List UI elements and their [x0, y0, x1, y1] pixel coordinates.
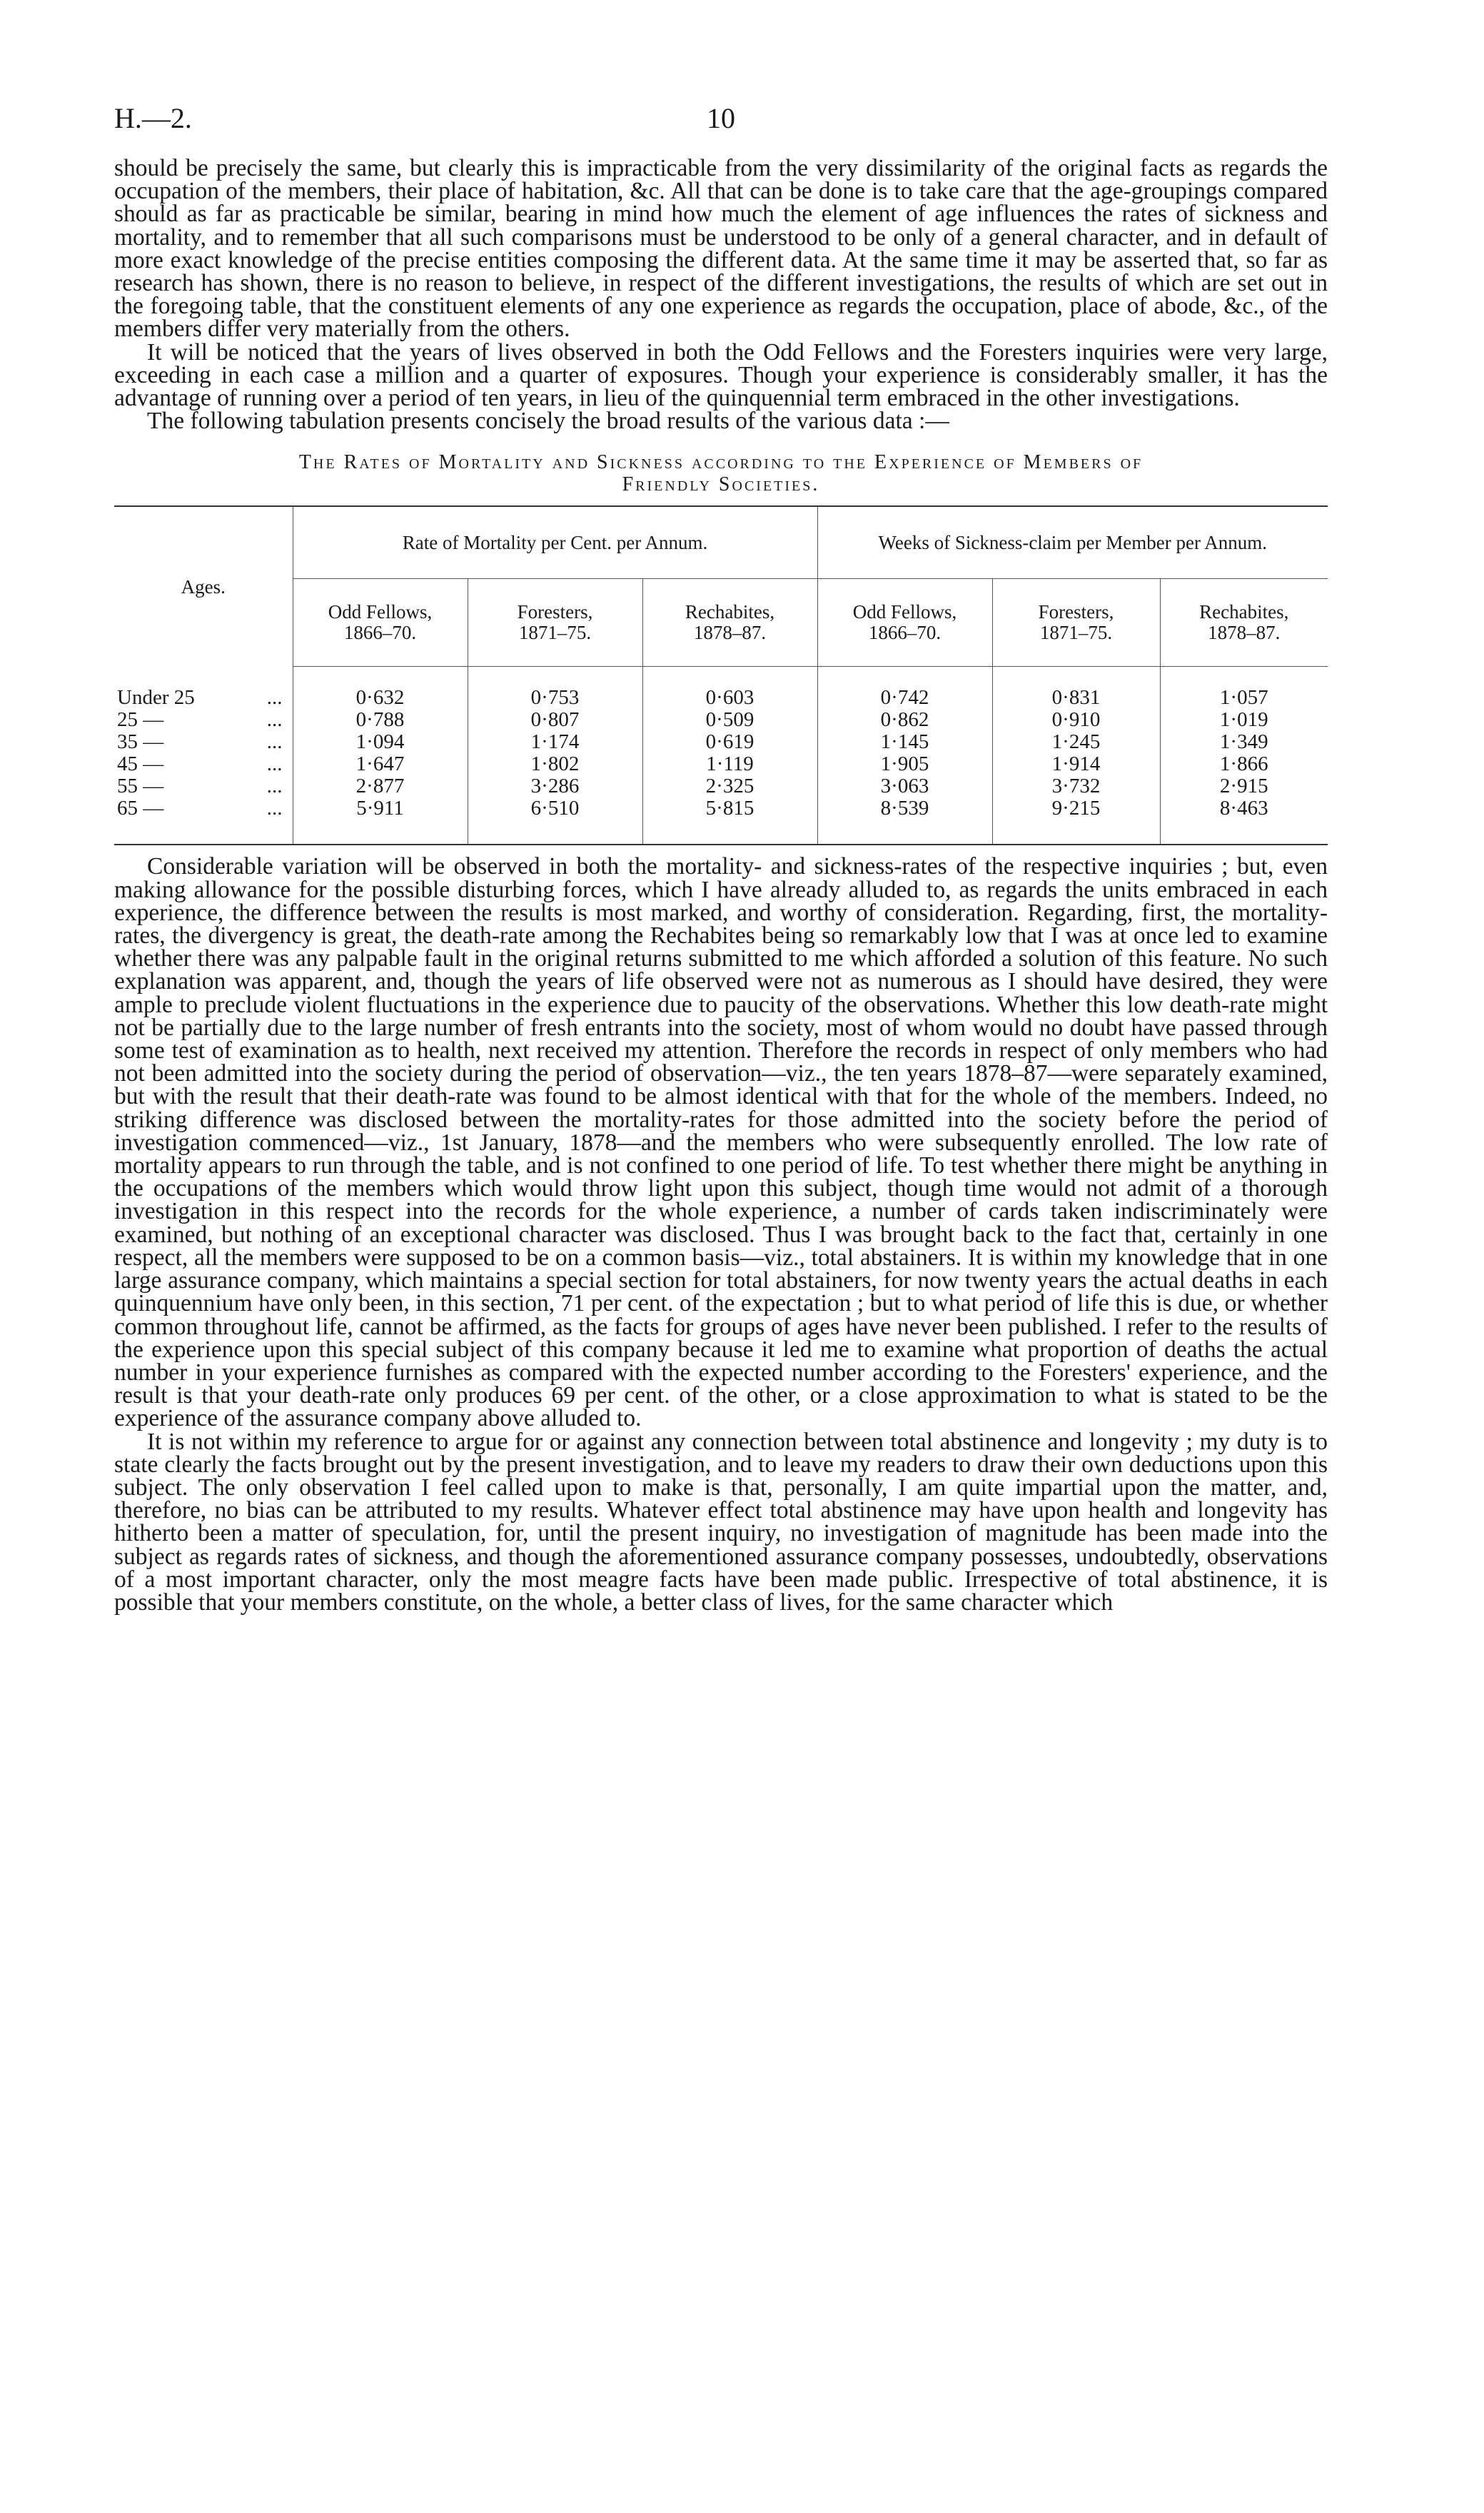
column-period: 1871–75.: [1039, 622, 1113, 644]
table-cell: 3·063: [817, 775, 992, 797]
age-label: 35 —: [117, 730, 164, 754]
table-cell: 1·019: [1160, 709, 1328, 731]
table-cell: 1·057: [1160, 667, 1328, 710]
paragraph: It is not within my reference to argue for or against any connection between total abstinence and longevity ; my duty is to state clearly the facts brought out by the present investigation, and to leave my readers to draw their own deductions upon this subject. The only observation I feel called upon to make is that, personally, I am quite impartial upon the matter, and, therefore, no bias can be attributed to my results. Whatever effect total abstinence may have upon health and longevity has hitherto been a matter of speculation, for, until the present inquiry, no investigation of magnitude has been made into the subject as regards rates of sickness, and though the aforementioned assurance company possesses, undoubtedly, observations of a most important character, only the most meagre facts have been made public. Irrespective of total abstinence, it is possible that your members constitute, on the whole, a better class of lives, for the same character which: [114, 1428, 1328, 1616]
table-cell: 8·539: [817, 797, 992, 845]
ages-column-header: Ages.: [114, 506, 293, 667]
table-cell: 1·349: [1160, 731, 1328, 753]
table-cell: 1·094: [293, 731, 468, 753]
column-period: 1878–87.: [1208, 622, 1281, 644]
table-title-line: The Rates of Mortality and Sickness according to the Experience of Members of: [298, 451, 1144, 474]
table-cell: 1·914: [992, 753, 1160, 775]
table-cell: 1·119: [642, 753, 817, 775]
page-number: 10: [707, 102, 735, 134]
body-text-bottom: [114, 855, 1328, 1614]
mortality-group-header: Rate of Mortality per Cent. per Annum.: [293, 506, 817, 579]
paragraph: The following tabulation presents concisely the broad results of the various data :—: [147, 408, 949, 435]
column-name: Odd Fellows,: [328, 601, 433, 623]
age-label: 25 —: [117, 708, 164, 732]
table-cell: 6·510: [468, 797, 642, 845]
column-period: 1866–70.: [868, 622, 942, 644]
table-cell: 0·619: [642, 731, 817, 753]
table-row: [114, 667, 1328, 710]
table-cell: 2·877: [293, 775, 468, 797]
paragraph: Considerable variation will be observed in both the mortality- and sickness-rates of the respective inquiries ; but, even making allowance for the possible disturbing forces, which I have already alluded to, as regards the units embraced in each experience, the difference between the results is most marked, and worthy of consideration. Regarding, first, the mortality-rates, the divergency is great, the death-rate among the Rechabites being so remarkably low that I was at once led to examine whether there was any palpable fault in the original returns submitted to me which afforded a solution of this feature. No such explanation was apparent, and, though the years of life observed were not as numerous as I should have desired, they were ample to preclude violent fluctuations in the experience due to paucity of the observations. Whether this low death-rate might not be partially due to the large number of fresh entrants into the society, most of whom would no doubt have passed through some test of examination as to health, next received my attention. Therefore the records in respect of only members who had not been admitted into the society during the period of observation—viz., the ten years 1878–87—were separately examined, but with the result that their death-rate was found to be almost identical with that for the whole of the members. Indeed, no striking difference was disclosed between the mortality-rates for those admitted into the society before the period of investigation commenced—viz., 1st January, 1878—and the members who were subsequently enrolled. The low rate of mortality appears to run through the table, and is not confined to one period of life. To test whether there might be anything in the occupations of the members which would throw light upon this subject, though time would not admit of a thorough investigation in this respect into the records for the whole experience, a number of cards taken indiscriminately were examined, but nothing of an exceptional character was disclosed. Thus I was brought back to the fact that, certainly in one respect, all the members were supposed to be on a common basis—viz., total abstainers. It is within my knowledge that in one large assurance company, which maintains a special section for total abstainers, for now twenty years the actual deaths in each quinquennium have only been, in this section, 71 per cent. of the expectation ; but to what period of life this is due, or whether common throughout life, cannot be affirmed, as the facts for groups of ages have never been published. I refer to the results of the experience upon this special subject of this company because it led me to examine what proportion of deaths the actual number in your experience furnishes as compared with the expected number according to the Foresters' experience, and the result is that your death-rate only produces 69 per cent. of the other, or a close approximation to what is stated to be the experience of the assurance company above alluded to.: [114, 853, 1328, 1432]
page-header: [114, 93, 1328, 143]
column-period: 1866–70.: [343, 622, 417, 644]
table-title-line: Friendly Societies.: [622, 473, 820, 496]
rates-table: [114, 505, 1328, 845]
table-cell: 1·905: [817, 753, 992, 775]
column-name: Odd Fellows,: [852, 601, 957, 623]
table-cell: 3·286: [468, 775, 642, 797]
leader-dots: ...: [266, 730, 283, 754]
column-header: [293, 579, 468, 667]
age-cell: [114, 753, 293, 775]
document-reference: H.—2.: [114, 102, 192, 134]
table-cell: 0·910: [992, 709, 1160, 731]
body-text-top: [114, 157, 1328, 433]
table-cell: 5·911: [293, 797, 468, 845]
leader-dots: ...: [266, 686, 283, 710]
table-cell: 0·742: [817, 667, 992, 710]
table-cell: 3·732: [992, 775, 1160, 797]
age-cell: [114, 731, 293, 753]
column-period: 1871–75.: [518, 622, 592, 644]
column-period: 1878–87.: [693, 622, 767, 644]
age-label: 55 —: [117, 775, 164, 798]
table-cell: 1·866: [1160, 753, 1328, 775]
table-cell: 0·753: [468, 667, 642, 710]
age-label: Under 25: [117, 686, 195, 710]
table-cell: 1·647: [293, 753, 468, 775]
table-row: [114, 797, 1328, 845]
table-cell: 2·325: [642, 775, 817, 797]
column-name: Foresters,: [517, 601, 593, 623]
table-cell: 5·815: [642, 797, 817, 845]
column-name: Rechabites,: [685, 601, 775, 623]
leader-dots: ...: [266, 752, 283, 776]
column-header: [1160, 579, 1328, 667]
leader-dots: ...: [266, 797, 283, 820]
age-label: 45 —: [117, 752, 164, 776]
table-cell: 1·245: [992, 731, 1160, 753]
table-cell: 0·831: [992, 667, 1160, 710]
table-row: [114, 731, 1328, 753]
table-row: [114, 753, 1328, 775]
table-cell: 1·802: [468, 753, 642, 775]
leader-dots: ...: [266, 708, 283, 732]
table-cell: 0·862: [817, 709, 992, 731]
table-cell: 0·509: [642, 709, 817, 731]
column-header: [468, 579, 642, 667]
table-cell: 0·632: [293, 667, 468, 710]
column-header: [992, 579, 1160, 667]
age-cell: [114, 709, 293, 731]
table-cell: 2·915: [1160, 775, 1328, 797]
table-row: [114, 709, 1328, 731]
document-page: [114, 93, 1328, 1614]
age-cell: [114, 667, 293, 710]
paragraph: should be precisely the same, but clearly this is impracticable from the very dissimilarity of the original facts as regards the occupation of the members, their place of habitation, &c. All that can be done is to take care that the age-groupings compared should as far as practicable be similar, bearing in mind how much the element of age influences the rates of sickness and mortality, and to remember that all such comparisons must be understood to be only of a general character, and in default of more exact knowledge of the precise entities composing the different data. At the same time it may be asserted that, so far as research has shown, there is no reason to believe, in respect of the different investigations, the results of which are set out in the foregoing table, that the constituent elements of any one experience as regards the occupation, place of abode, &c., of the members differ very materially from the others.: [114, 155, 1328, 343]
sickness-group-header: Weeks of Sickness-claim per Member per Annum.: [817, 506, 1328, 579]
column-name: Rechabites,: [1199, 601, 1289, 623]
table-cell: 1·145: [817, 731, 992, 753]
leader-dots: ...: [266, 775, 283, 798]
table-cell: 0·807: [468, 709, 642, 731]
age-label: 65 —: [117, 797, 164, 820]
table-cell: 0·603: [642, 667, 817, 710]
table-title: [114, 451, 1328, 495]
table-cell: 0·788: [293, 709, 468, 731]
column-name: Foresters,: [1038, 601, 1114, 623]
age-cell: [114, 775, 293, 797]
table-cell: 1·174: [468, 731, 642, 753]
table-row: [114, 775, 1328, 797]
paragraph: It will be noticed that the years of lives observed in both the Odd Fellows and the Foresters inquiries were very large, exceeding in each case a million and a quarter of exposures. Though your experience is considerably smaller, it has the advantage of running over a period of ten years, in lieu of the quinquennial term embraced in the other investigations.: [114, 338, 1328, 412]
table-cell: 9·215: [992, 797, 1160, 845]
column-header: [817, 579, 992, 667]
table-cell: 8·463: [1160, 797, 1328, 845]
column-header: [642, 579, 817, 667]
age-cell: [114, 797, 293, 845]
